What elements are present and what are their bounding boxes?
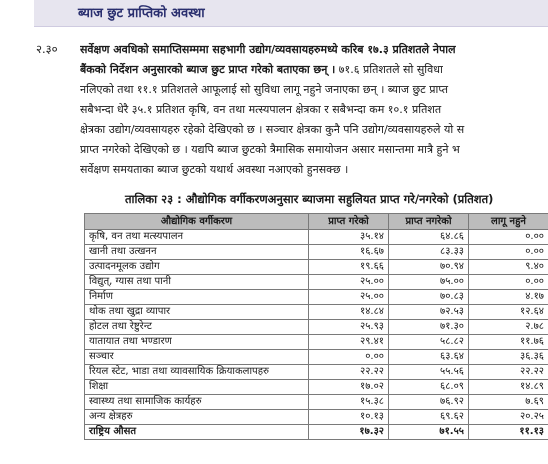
cell-not-received: ६८.०९ — [389, 380, 469, 395]
cell-not-applicable: ७.६९ — [469, 395, 548, 410]
paragraph-line — [80, 42, 548, 62]
paragraph-text: ७१.६ प्रतिशतले सो सुविधा — [335, 63, 443, 76]
cell-classification: थोक तथा खुद्रा व्यापार — [85, 305, 309, 320]
section-title: ब्याज छुट प्राप्तिको अवस्था — [78, 6, 205, 21]
cell-not-applicable: २२.२२ — [469, 365, 548, 380]
cell-received: २५.०० — [309, 275, 389, 290]
cell-received: २५.०० — [309, 290, 389, 305]
paragraph-text: नलिएको तथा ११.१ प्रतिशतले आफूलाई सो सुविधा लागू नहुने जनाएका छन् । ब्याज छुट प्राप्त — [80, 83, 448, 96]
cell-classification: स्वास्थ्य तथा सामाजिक कार्यहरु — [85, 395, 309, 410]
cell-classification: अन्य क्षेत्रहरु — [85, 410, 309, 425]
cell-received: १६.६७ — [309, 245, 389, 260]
cell-classification: रियल स्टेट, भाडा तथा व्यावसायिक क्रियाकलापहरु — [85, 365, 309, 380]
cell-classification: निर्माण — [85, 290, 309, 305]
cell-received: १५.३८ — [309, 395, 389, 410]
paragraph-line — [80, 162, 548, 182]
paragraph-text: क्षेत्रका उद्योग/व्यवसायहरु रहेको देखिएको छ । सञ्चार क्षेत्रका कुनै पनि उद्योग/व्यवसायहरुले यो स — [80, 123, 465, 136]
column-header-not-applicable: लागू नहुने — [469, 214, 548, 230]
paragraph-text: सबैभन्दा धेरै ३५.१ प्रतिशत कृषि, वन तथा मत्स्यपालन क्षेत्रका र सबैभन्दा कम १०.१ प्रतिशत — [80, 103, 442, 116]
paragraph-number: २.३० — [36, 42, 58, 56]
paragraph-line — [80, 62, 548, 82]
cell-classification: सञ्चार — [85, 350, 309, 365]
section-header-bar — [34, 0, 548, 27]
cell-not-applicable: ०.०० — [469, 230, 548, 245]
cell-received: १९.६६ — [309, 260, 389, 275]
paragraph-text: सर्वेक्षण समयताका ब्याज छुटको यथार्थ अवस्था नआएको हुनसक्छ । — [80, 163, 349, 176]
cell-classification: कृषि, वन तथा मत्स्यपालन — [85, 230, 309, 245]
cell-classification: शिक्षा — [85, 380, 309, 395]
cell-not-received: ५५.५६ — [389, 365, 469, 380]
column-header-received: प्राप्त गरेको — [309, 214, 389, 230]
cell-received: १७.०२ — [309, 380, 389, 395]
table-row — [85, 380, 548, 395]
cell-not-received: ७१.३० — [389, 320, 469, 335]
column-header-not-received: प्राप्त नगरेको — [389, 214, 469, 230]
cell-not-received: ७६.९२ — [389, 395, 469, 410]
cell-not-applicable: ०.०० — [469, 275, 548, 290]
cell-not-applicable: ०.०० — [469, 245, 548, 260]
paragraph-line — [80, 142, 548, 162]
table-body — [85, 230, 548, 440]
paragraph-text: प्राप्त नगरेको देखिएको छ । यद्यपि ब्याज छुटको त्रैमासिक समायोजन असार मसान्तमा मात्रै हुने भ — [80, 143, 460, 156]
table-row — [85, 275, 548, 290]
table-row — [85, 365, 548, 380]
table-caption: तालिका २३ : औद्योगिक वर्गीकरणअनुसार ब्याजमा सहुलियत प्राप्त गरे/नगरेको (प्रतिशत) — [125, 192, 494, 206]
table-row — [85, 410, 548, 425]
cell-not-received: ७०.८३ — [389, 290, 469, 305]
cell-not-applicable: १२.६४ — [469, 305, 548, 320]
paragraph-bold-text: सर्वेक्षण अवधिको समाप्तिसम्ममा सहभागी उद्योग/व्यवसायहरुमध्ये करिब १७.३ प्रतिशतले नेपाल — [80, 43, 456, 56]
cell-received: ३५.१४ — [309, 230, 389, 245]
cell-classification: खानी तथा उत्खनन — [85, 245, 309, 260]
table-row — [85, 260, 548, 275]
cell-received: ०.०० — [309, 350, 389, 365]
cell-classification: होटल तथा रेष्टुरेन्ट — [85, 320, 309, 335]
cell-not-received: ८३.३३ — [389, 245, 469, 260]
cell-not-applicable: ३६.३६ — [469, 350, 548, 365]
cell-received: २२.२२ — [309, 365, 389, 380]
cell-not-applicable: १४.८९ — [469, 380, 548, 395]
cell-not-received: ७५.०० — [389, 275, 469, 290]
cell-not-received: ५८.८२ — [389, 335, 469, 350]
table-row — [85, 230, 548, 245]
cell-classification: यातायात तथा भण्डारण — [85, 335, 309, 350]
cell-classification: विद्युत्, ग्यास तथा पानी — [85, 275, 309, 290]
cell-received: २५.९३ — [309, 320, 389, 335]
cell-not-applicable: २.७८ — [469, 320, 548, 335]
cell-not-received: ७०.९४ — [389, 260, 469, 275]
interest-subsidy-table — [84, 213, 548, 440]
table-row — [85, 395, 548, 410]
table-row — [85, 290, 548, 305]
cell-received: १०.१३ — [309, 410, 389, 425]
cell-received: १७.३२ — [309, 425, 389, 440]
cell-not-received: ६९.६२ — [389, 410, 469, 425]
cell-received: १४.८४ — [309, 305, 389, 320]
table-row — [85, 335, 548, 350]
column-header-classification: औद्योगिक वर्गीकरण — [85, 214, 309, 230]
cell-not-applicable: ११.१३ — [469, 425, 548, 440]
cell-not-received: ६३.६४ — [389, 350, 469, 365]
table-row — [85, 350, 548, 365]
table-row — [85, 305, 548, 320]
paragraph-line — [80, 82, 548, 102]
table-row — [85, 245, 548, 260]
cell-not-received: ७२.५३ — [389, 305, 469, 320]
cell-not-received: ६४.८६ — [389, 230, 469, 245]
paragraph-line — [80, 102, 548, 122]
cell-not-applicable: २०.२५ — [469, 410, 548, 425]
table-header-row — [85, 214, 548, 230]
cell-received: २९.४१ — [309, 335, 389, 350]
total-label: राष्ट्रिय औसत — [85, 425, 309, 440]
paragraph-bold-text: बैंकको निर्देशन अनुसारको ब्याज छुट प्राप्त गरेको बताएका छन् । — [80, 63, 336, 76]
cell-not-applicable: ९.४० — [469, 260, 548, 275]
cell-not-received: ७१.५५ — [389, 425, 469, 440]
table-total-row — [85, 425, 548, 440]
paragraph-line — [80, 122, 548, 142]
table-row — [85, 320, 548, 335]
cell-not-applicable: ११.७६ — [469, 335, 548, 350]
cell-classification: उत्पादनमूलक उद्योग — [85, 260, 309, 275]
cell-not-applicable: ४.१७ — [469, 290, 548, 305]
